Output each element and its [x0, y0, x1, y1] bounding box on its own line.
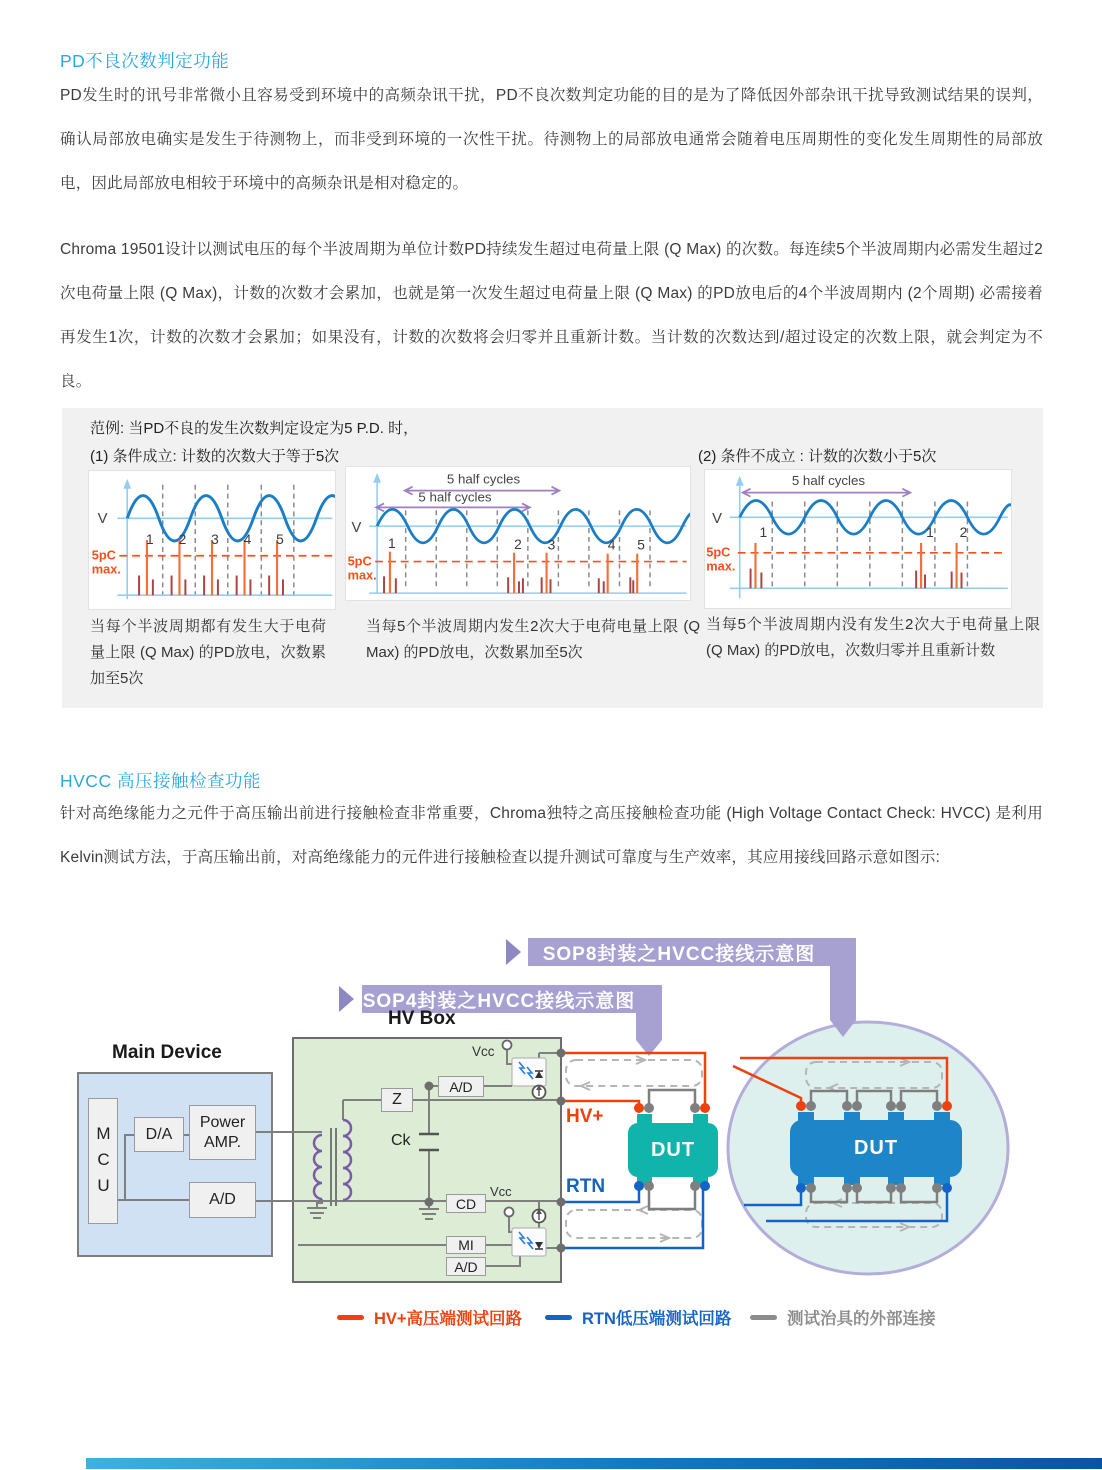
- power-amp-block: Power AMP.: [189, 1105, 256, 1160]
- cycle-span-arrow: [743, 489, 911, 497]
- vcc-bottom-label: Vcc: [490, 1184, 512, 1199]
- sop8-banner-label: SOP8封装之HVCC接线示意图: [542, 943, 816, 965]
- hv-line-swatch: [337, 1315, 364, 1320]
- mcu-block: MCU: [88, 1098, 118, 1224]
- svg-text:4: 4: [607, 537, 616, 553]
- qmax-label-line2: max.: [347, 567, 377, 583]
- vcc-terminal-bottom: [505, 1208, 514, 1217]
- ad-bottom-block: A/D: [446, 1257, 486, 1276]
- vcc-terminal-top: [503, 1041, 512, 1050]
- sop4-dut-body: DUT: [628, 1123, 718, 1177]
- hvcc-section-heading: HVCC 高压接触检查功能: [60, 771, 261, 791]
- hvcc-circuit-diagram: [0, 920, 1102, 1345]
- fixture-line-swatch: [750, 1315, 777, 1320]
- svg-text:5: 5: [637, 537, 645, 553]
- svg-text:4: 4: [243, 531, 252, 547]
- svg-text:1: 1: [388, 535, 396, 551]
- main-device-label: Main Device: [112, 1042, 222, 1063]
- svg-text:2: 2: [178, 531, 187, 547]
- qmax-label-line2: max.: [91, 561, 121, 577]
- waveform-panel-2: [345, 466, 691, 601]
- optocoupler-bottom-icon: [512, 1228, 546, 1256]
- svg-text:1: 1: [146, 531, 154, 547]
- legend-item-hv: [337, 1305, 522, 1329]
- sop8-banner-chevron-icon: [506, 939, 521, 965]
- vcc-top-label: Vcc: [472, 1044, 495, 1059]
- svg-text:5: 5: [276, 531, 284, 547]
- axis-arrow: [736, 476, 744, 486]
- qmax-label-line2: max.: [706, 558, 736, 574]
- footer-accent-bar: [86, 1458, 1102, 1469]
- mi-block: MI: [446, 1236, 486, 1254]
- waveform-panel-3: [704, 469, 1012, 609]
- z-block: Z: [381, 1088, 413, 1112]
- ck-label: Ck: [391, 1132, 411, 1149]
- sop4-banner-label: SOP4封装之HVCC接线示意图: [362, 990, 636, 1012]
- rtn-label: RTN: [566, 1176, 606, 1197]
- ad-main-block: A/D: [189, 1182, 256, 1218]
- svg-text:1: 1: [759, 525, 768, 541]
- sop8-dut-body: DUT: [790, 1120, 962, 1177]
- legend-rtn-label: RTN低压端测试回路: [582, 1310, 732, 1328]
- v-axis-label: V: [351, 520, 362, 537]
- cycle-label: 5 half cycles: [791, 472, 866, 488]
- qmax-label-line1: 5pC: [347, 553, 372, 569]
- v-axis-label: V: [712, 511, 722, 528]
- pd-spikes: [751, 543, 962, 588]
- svg-text:2: 2: [959, 525, 968, 541]
- rtn-line-swatch: [545, 1315, 572, 1320]
- panel3-caption: 当每5个半波周期内没有发生2次大于电荷量上限 (Q Max) 的PD放电，次数归零并且重新计数: [706, 616, 1040, 659]
- legend-item-fixture: [750, 1305, 936, 1329]
- cycle-label-bottom: 5 half cycles: [418, 489, 492, 505]
- example-title: 范例: 当PD不良的发生次数判定设定为5 P.D. 时，: [90, 420, 419, 437]
- pd-section-heading: PD不良次数判定功能: [60, 51, 230, 71]
- example-case1-label: (1) 条件成立: 计数的次数大于等于5次: [90, 448, 340, 465]
- svg-text:2: 2: [514, 536, 522, 552]
- svg-text:1: 1: [926, 525, 934, 541]
- cycle-label-top: 5 half cycles: [446, 471, 521, 487]
- ad-top-block: A/D: [438, 1076, 484, 1097]
- legend-item-rtn: [545, 1305, 731, 1329]
- axis-arrow: [123, 479, 131, 489]
- pd-paragraph-2: Chroma 19501设计以测试电压的每个半波周期为单位计数PD持续发生超过电荷量上限 (Q Max) 的次数。每连续5个半波周期内必需发生超过2次电荷量上限 (Q Max)，计数的次数才会累加，也就是第一次发生超过电荷量上限 (Q Max) 的PD放电后的4个半波周期内 (2个周期) 必需接着再发生1次，计数的次数才会累加；如果没有，计数的次数将会归零并且重新计数。当计数的次数达到/超过设定的次数上限，就会判定为不良。: [60, 241, 1043, 390]
- current-source-top-icon: [533, 1085, 546, 1099]
- hvcc-paragraph: 针对高绝缘能力之元件于高压输出前进行接触检查非常重要，Chroma独特之高压接触检查功能 (High Voltage Contact Check: HVCC) 是利用Kelvin测试方法，于高压输出前，对高绝缘能力的元件进行接触检查以提升测试可靠度与生产效率，其应用接线回路示意如图示:: [60, 805, 1043, 866]
- current-source-bottom-icon: [533, 1209, 546, 1223]
- pd-example-box: [62, 408, 1043, 708]
- svg-text:3: 3: [547, 537, 556, 553]
- pd-paragraph-1: PD发生时的讯号非常微小且容易受到环境中的高频杂讯干扰，PD不良次数判定功能的目的是为了降低因外部杂讯干扰导致测试结果的误判，确认局部放电确实是发生于待测物上，而非受到环境的一次性干扰。待测物上的局部放电通常会随着电压周期性的变化发生周期性的局部放电，因此局部放电相较于环境中的高频杂讯是相对稳定的。: [60, 87, 1043, 192]
- legend-hv-label: HV+高压端测试回路: [374, 1310, 523, 1328]
- panel2-caption: 当每5个半波周期内发生2次大于电荷电量上限 (Q Max) 的PD放电，次数累加至5次: [366, 618, 700, 661]
- hv-box-label: HV Box: [388, 1008, 456, 1029]
- sop4-banner-chevron-icon: [339, 986, 354, 1012]
- panel1-caption: 当每个半波周期都有发生大于电荷量上限 (Q Max) 的PD放电，次数累加至5次: [90, 618, 326, 687]
- legend-fixture-label: 测试治具的外部连接: [787, 1310, 936, 1328]
- example-case2-label: (2) 条件不成立 : 计数的次数小于5次: [698, 448, 937, 465]
- da-block: D/A: [134, 1117, 184, 1152]
- axis-arrow: [373, 473, 381, 483]
- v-axis-label: V: [97, 511, 108, 528]
- pd-spikes: [384, 552, 637, 593]
- svg-text:3: 3: [211, 531, 219, 547]
- optocoupler-top-icon: [512, 1058, 546, 1086]
- qmax-label-line1: 5pC: [706, 544, 731, 560]
- count-numbers: [388, 536, 645, 553]
- cd-block: CD: [446, 1194, 486, 1213]
- hv-plus-label: HV+: [566, 1106, 604, 1127]
- waveform-panel-1: [88, 470, 336, 610]
- qmax-label-line1: 5pC: [91, 547, 116, 563]
